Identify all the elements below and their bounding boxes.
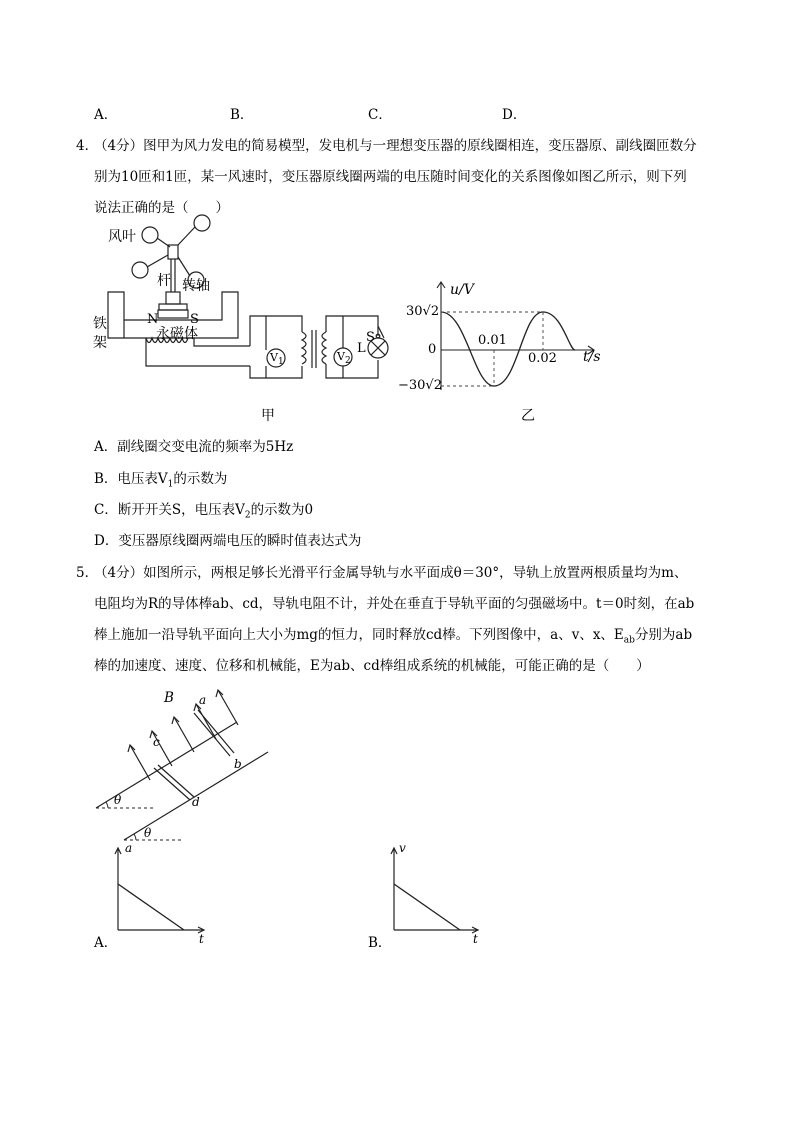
option-c-top: C． <box>368 107 392 123</box>
label-rod-b: b <box>234 757 242 771</box>
option-d-top: D． <box>502 107 527 123</box>
graph-ymax: 30√2 <box>406 304 440 319</box>
label-gan: 杆 <box>157 273 171 289</box>
label-zhuanzhou: 转轴 <box>182 278 210 294</box>
graph-xtick-001: 0.01 <box>478 333 507 348</box>
label-v2-letter: V <box>337 350 345 363</box>
q4-option-b-sub: 1 <box>167 479 174 490</box>
graph-b-xlabel: t <box>473 932 478 946</box>
q4-text-line-1: （4分）图甲为风力发电的简易模型，发电机与一理想变压器的原线圈相连，变压器原、副线圈匝数分 <box>94 138 697 154</box>
caption-jia: 甲 <box>261 408 275 424</box>
q4-option-d: D．变压器原线圈两端电压的瞬时值表达式为 <box>94 533 362 549</box>
label-v2-sub: 2 <box>344 356 351 367</box>
label-lamp: L <box>357 341 366 356</box>
label-theta-2: θ <box>144 826 152 840</box>
q4-option-c-sub: 2 <box>244 510 251 521</box>
label-fengye: 风叶 <box>108 229 136 245</box>
q5-text-line-3-sub: ab <box>623 635 635 646</box>
q4-option-c-rest: 的示数为0 <box>250 502 314 518</box>
caption-yi: 乙 <box>521 408 535 424</box>
q4-option-b-rest: 的示数为 <box>173 471 228 487</box>
label-rod-d: d <box>192 795 200 809</box>
graph-a-xlabel: t <box>199 932 204 946</box>
q4-option-c-text: C．断开开关S，电压表V <box>94 502 245 518</box>
q5-text-line-3-rest: 分别为ab <box>634 627 693 643</box>
label-magnet: 永磁体 <box>156 326 198 342</box>
q4-option-b-text: B．电压表V <box>94 471 168 487</box>
label-v1-sub: 1 <box>277 357 284 368</box>
q5-text-line-4: 棒的加速度、速度、位移和机械能，E为ab、cd棒组成系统的机械能，可能正确的是（ ） <box>94 658 650 674</box>
q4-text-line-3: 说法正确的是（ ） <box>94 200 229 216</box>
label-s-pole: S <box>190 312 199 327</box>
q5-text-line-3-main: 棒上施加一沿导轨平面向上大小为mg的恒力，同时释放cd棒。下列图像中，a、v、x、E <box>94 627 624 643</box>
graph-b-ylabel: v <box>399 841 406 855</box>
label-field-b: B <box>164 690 174 706</box>
option-a-top: A． <box>94 107 118 123</box>
q5-text-line-2: 电阻均为R的导体棒ab、cd，导轨电阻不计，并处在垂直于导轨平面的匀强磁场中。t＝0时刻，在ab <box>94 596 695 612</box>
label-rod-a: a <box>199 693 207 707</box>
option-b-top: B． <box>230 107 254 123</box>
graph-ylabel: u/V <box>450 282 474 298</box>
graph-a-option: A． <box>94 935 118 951</box>
graph-xlabel: t/s <box>583 349 601 365</box>
graph-a-ylabel: a <box>125 841 133 855</box>
label-rod-c: c <box>153 735 160 749</box>
label-n-pole: N <box>147 312 159 327</box>
label-tie: 铁 <box>93 316 107 332</box>
label-theta-1: θ <box>114 793 122 807</box>
q4-text-line-2: 别为10匝和1匝，某一风速时，变压器原线圈两端的电压随时间变化的关系图像如图乙所示，则下列 <box>94 169 687 185</box>
label-switch: S <box>366 330 375 345</box>
q5-text-line-1: （4分）如图所示，两根足够长光滑平行金属导轨与水平面成θ＝30°，导轨上放置两根质量均为m、 <box>94 565 688 581</box>
graph-xtick-002: 0.02 <box>528 351 557 366</box>
q4-option-a: A．副线圈交变电流的频率为5Hz <box>94 439 294 455</box>
q4-number: 4． <box>76 138 99 154</box>
graph-origin: 0 <box>428 342 437 357</box>
graph-b-option: B． <box>368 935 392 951</box>
label-v1-letter: V <box>270 351 278 364</box>
q5-number: 5． <box>76 565 99 581</box>
label-jia-frame: 架 <box>93 335 107 351</box>
graph-ymin: −30√2 <box>398 378 442 393</box>
